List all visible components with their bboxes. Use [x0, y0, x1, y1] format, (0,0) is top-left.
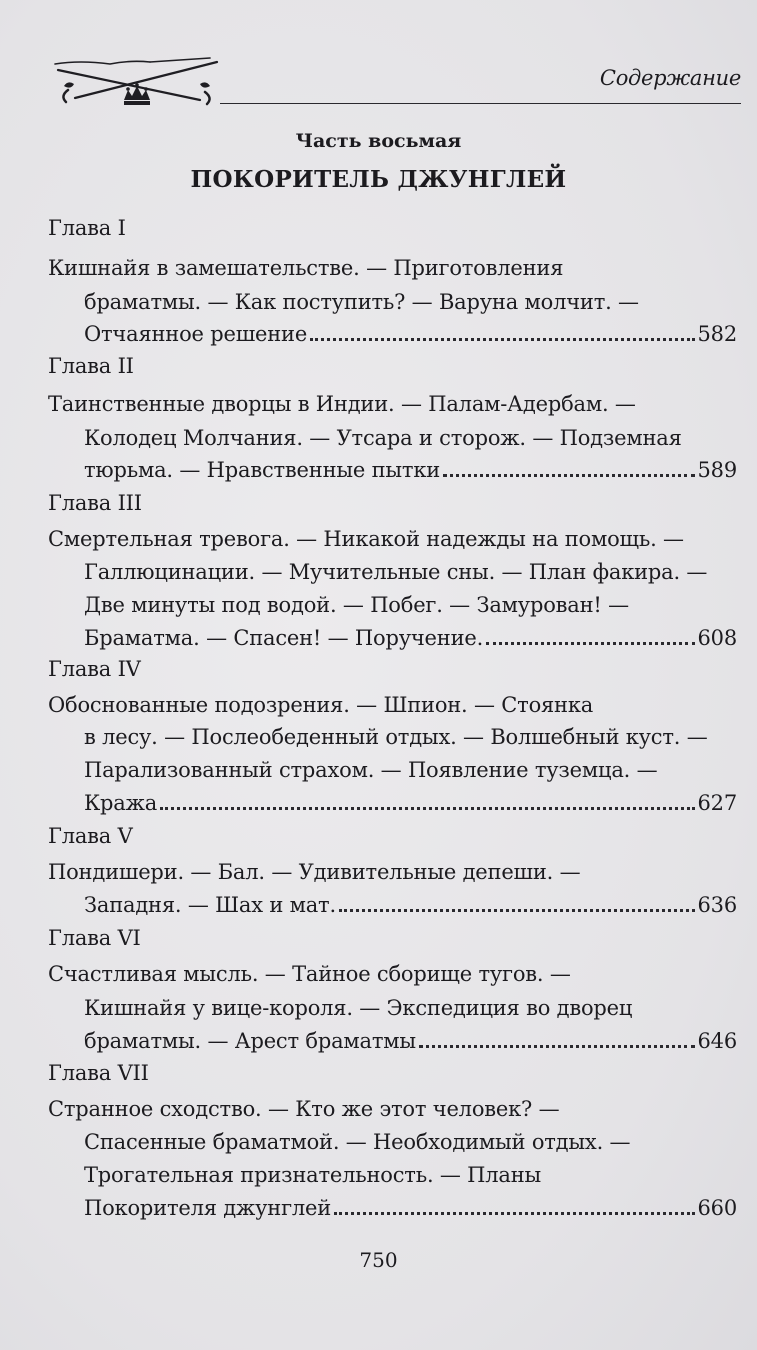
leader-dots [160, 789, 694, 810]
chapter-summary-line: тюрьма. — Нравственные пытки [84, 458, 441, 482]
chapter-summary-line: браматмы. — Арест браматмы [84, 1029, 416, 1053]
toc-entry-last-line[interactable] [84, 624, 737, 652]
leader-dots [419, 1027, 695, 1048]
running-head: Содержание [599, 66, 741, 90]
toc-entry-last-line[interactable] [84, 1194, 737, 1222]
chapter-summary-line: в лесу. — Послеобеденный отдых. — Волшебный куст. — [84, 725, 708, 749]
page-number: 646 [697, 1029, 737, 1053]
chapter-summary-line: Парализованный страхом. — Появление туземца. — [84, 758, 658, 782]
leader-dots [443, 456, 694, 477]
toc-entry-last-line[interactable] [84, 456, 737, 484]
chapter-summary-line: Галлюцинации. — Мучительные сны. — План факира. — [84, 560, 708, 584]
chapter-summary-line: Смертельная тревога. — Никакой надежды на помощь. — [48, 527, 684, 551]
chapter-summary-line: Кража [84, 791, 158, 815]
page-number: 627 [697, 791, 737, 815]
page-number: 582 [697, 322, 737, 346]
leader-dots [310, 320, 694, 341]
chapter-summary-line: Обоснованные подозрения. — Шпион. — Стоянка [48, 693, 594, 717]
toc-entry-last-line[interactable] [84, 789, 737, 817]
page-folio: 750 [359, 1248, 398, 1272]
toc-entry-last-line[interactable] [84, 320, 737, 348]
leader-dots [334, 1194, 694, 1215]
page-number: 608 [697, 626, 737, 650]
chapter-summary-line: Таинственные дворцы в Индии. — Палам-Адербам. — [48, 392, 636, 416]
chapter-summary-line: Две минуты под водой. — Побег. — Замурован! — [84, 593, 629, 617]
chapter-summary-line: Покорителя джунглей [84, 1196, 332, 1220]
chapter-heading: Глава VI [48, 926, 141, 950]
chapter-summary-line: Трогательная признательность. — Планы [84, 1163, 542, 1187]
chapter-summary-line: Западня. — Шах и мат. [84, 893, 336, 917]
leader-dots [339, 891, 695, 912]
chapter-heading: Глава IV [48, 657, 141, 681]
page-number: 589 [697, 458, 737, 482]
chapter-heading: Глава II [48, 354, 134, 378]
toc-entry-last-line[interactable] [84, 891, 737, 919]
leader-dots [486, 624, 694, 645]
chapter-summary-line: Спасенные браматмой. — Необходимый отдых. — [84, 1130, 631, 1154]
chapter-heading: Глава VII [48, 1061, 149, 1085]
part-title: Часть восьмая [295, 130, 462, 152]
header-rule [220, 103, 741, 104]
page-number: 636 [697, 893, 737, 917]
part-subtitle: ПОКОРИТЕЛЬ ДЖУНГЛЕЙ [190, 166, 567, 193]
chapter-summary-line: Странное сходство. — Кто же этот человек? — [48, 1097, 560, 1121]
crossed-sabers-crown-emblem [50, 50, 225, 112]
chapter-summary-line: Отчаянное решение [84, 322, 308, 346]
chapter-summary-line: Колодец Молчания. — Утсара и сторож. — Подземная [84, 426, 682, 450]
chapter-heading: Глава III [48, 491, 142, 515]
chapter-summary-line: Кишнайя в замешательстве. — Приготовления [48, 256, 564, 280]
chapter-summary-line: Счастливая мысль. — Тайное сборище тугов. — [48, 962, 571, 986]
chapter-summary-line: Кишнайя у вице-короля. — Экспедиция во дворец [84, 996, 633, 1020]
chapter-heading: Глава V [48, 824, 133, 848]
toc-entry-last-line[interactable] [84, 1027, 737, 1055]
page-number: 660 [697, 1196, 737, 1220]
chapter-summary-line: брамaтмы. — Как поступить? — Варуна молчит. — [84, 290, 639, 314]
chapter-heading: Глава I [48, 216, 126, 240]
chapter-summary-line: Браматма. — Спасен! — Поручение. [84, 626, 484, 650]
chapter-summary-line: Пондишери. — Бал. — Удивительные депеши. — [48, 860, 581, 884]
